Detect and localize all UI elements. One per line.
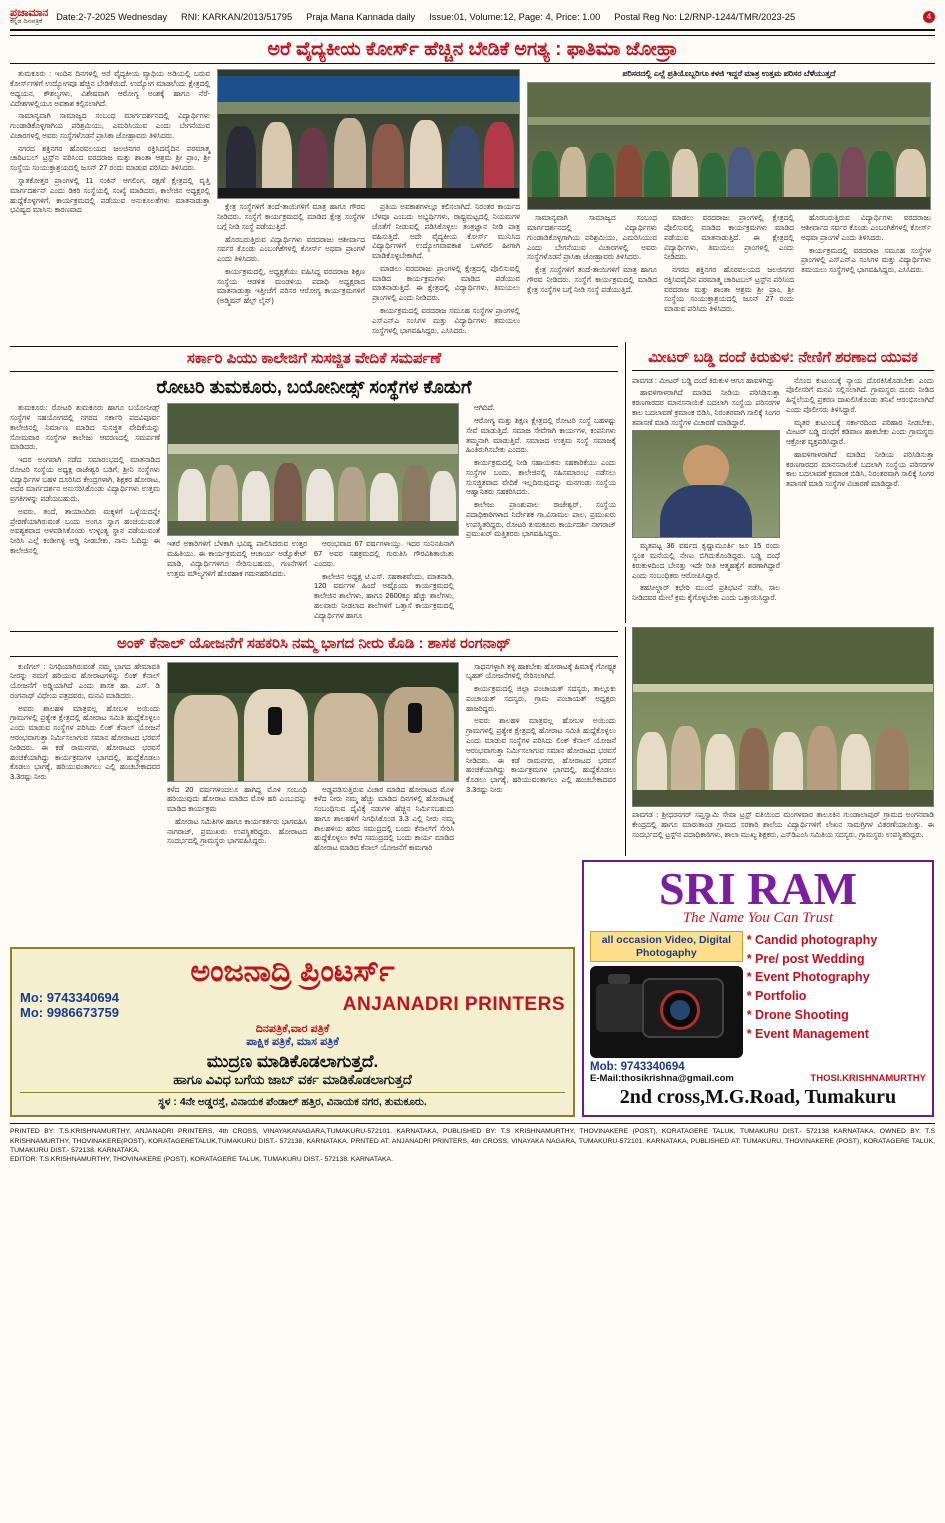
service-item: * Portfolio (746, 989, 807, 1004)
page-footer (10, 1123, 935, 1165)
paragraph: ನಗರದ ಶಕ್ತಿನಗರ ಹೊರವಲಯದ ಜಲಜಿನಗರ ರಕ್ತಿಸಿದವೈದಿನ ಪರಮಾತ್ಮ ಚಾರಿಟಬಲ್ ಟ್ರಸ್ಟ್‌ನ ಪರಿಸಿಂದ ವರದರಾಜ ಮತ್ತು ಶಾಂತಾ ಆಶ್ರಮ ಶ್ರೀ ಪ್ರಾಂ, ಶ್ರೀ ಸಂಸ್ಥೆಯ ಸಂಯುಕ್ತಾಶ್ರಯದಲ್ಲಿ ಜೂನ್ 27 ರಂದು ಮಾಡುವ ಪರಿಸಿದು ತಿಳಿಸಿದರು. (10, 143, 210, 173)
victim-portrait (632, 430, 780, 538)
paragraph: ಅವರು ಶಾಲಹಳಿ ಮಾತ್ರವಲ್ಲ ಹೋಬಳ ಅಯಿಂದು ಗ್ರಾಮಗಳಲ್ಲಿ ಪ್ರತ್ಯೇಕ ಕ್ಷೇತ್ರದಲ್ಲಿ ಹೋರಾಟ ಸಮಿತಿ ಹುದ್ದೆಕೊಳ್ಳಲು ಎಂದು ಮಾಡುವ ಸಂಸ್ಥೆಗಳ ಪರಿಸಿದು ಲಿಂಕ್ ಕೆನಾಲ್ ಯೋಜನೆ ಆರಂಭವಾಗುತ್ತಾ ನಿರ್ಮಿಸಲಾಗುವ ಸಮಾನ ಹೋರಾಟದ ಭರವಸೆ ನೀಡಿದರು. ಈ ಕಡೆ ರಾಮನಗರ, ಹೋರಾಟದ ಭರವಸೆ ಹಂಚಿಕೆಯಾಗಿದ್ದು ಕಾರ್ಯಕ್ರಮಗಳ ಭಾಗದಲ್ಲಿ, ಹುದ್ದೆಕೊಡಲು ಕೊಡಲು ಭಾಗಕ್ಕೆ, ಹರಿಯುವಂತಾಗಲು ಎಲ್ಲಿ ಹಂಚಬೇಕಾದವರ 3.3ರಷ್ಟು ನೀರು (466, 716, 616, 794)
ad-sriram-address: 2nd cross,M.G.Road, Tumakuru (619, 1086, 897, 1109)
paragraph: ಅವರು ಶಾಲಹಳಿ ಮಾತ್ರವಲ್ಲ ಹೋಬಳ ಅಯಿಂದು ಗ್ರಾಮಗಳಲ್ಲಿ ಪ್ರತ್ಯೇಕ ಕ್ಷೇತ್ರದಲ್ಲಿ ಹೋರಾಟ ಸಮಿತಿ ಹುದ್ದೆಕೊಳ್ಳಲು ಎಂದು ಮಾಡುವ ಸಂಸ್ಥೆಗಳ ಪರಿಸಿದು ಲಿಂಕ್ ಕೆನಾಲ್ ಯೋಜನೆ ಆರಂಭವಾಗುತ್ತಾ ನಿರ್ಮಿಸಲಾಗುವ ಸಮಾನ ಹೋರಾಟದ ಭರವಸೆ ನೀಡಿದರು. ಈ ಕಡೆ ರಾಮನಗರ, ಹೋರಾಟದ ಭರವಸೆ ಹಂಚಿಕೆಯಾಗಿದ್ದು ಕಾರ್ಯಕ್ರಮಗಳ ಭಾಗದಲ್ಲಿ, ಹುದ್ದೆಕೊಡಲು ಕೊಡಲು ಭಾಗಕ್ಕೆ, ಹರಿಯುವಂತಾಗಲು ಎಲ್ಲಿ ಹಂಚಬೇಕಾದವರ 3.3ರಷ್ಟು ನೀರು (10, 703, 160, 782)
lead-col-2 (217, 69, 520, 338)
paragraph: ಕಾರ್ಯಕ್ರಮದಲ್ಲಿ ನೀಡಿ ಸಹಾಯಕನು ಸಹಕಾರಿಕೆಯು ಎಂದು ಸಂಸ್ಥೆಗಳ ಬಂದು, ಕಾಲೇಜಿನಲ್ಲಿ ಸಹಿಸಮಾರಂಭ ನಡೆಸಲು ಸುಸಜ್ಜಿತವಾದ ವೇದಿಕೆ ಇಲ್ಲದಿರುವುದನ್ನು ಮನಗಂಡು ಸಂಸ್ಥೆಯ ಆಹ್ವಾನಿತರು ಸಹಕರಿಸಿದರು. (466, 458, 616, 497)
sidebar-note: ಪರಿಸರದಲ್ಲಿ ಎಲ್ಲೆ ಪ್ರತಿಯೊಬ್ಬರಿಗೂ ಕಳಜಿ ಇದ್ದರೆ ಮಾತ್ರ ಉತ್ತಮ ಪರಿಸರ ಬೆಳೆಯುತ್ತದೆ (622, 69, 836, 79)
photo-caption: ಪಾವಗಡ : ಶ್ರೀಧರನಗರ್ ಸಪ್ತಸ್ವಾಮಿ ಸೇವಾ ಟ್ರಸ್ಟ್ ವತಿಯಿಂದ ಮಂಗಳವಾರ ತಾಲೂಕಿನ ಗುಂಡಾಲಾಪುರ್ ಗ್ರಾಮದ ಅಂಗನವಾಡಿ ಕೇಂದ್ರದಲ್ಲಿ ಹಾಗೂ ಮಾರುತಾಂಡ ಗ್ರಾಮದ ಸರಕಾರಿ ಶಾಲೆಯ ವಿದ್ಯಾರ್ಥಿಗಳಿಗೆ ಲೇಖನ ಸಾಮಗ್ರಿಗಳ ವಿತರಣೆಯಾಯಿತ್ತು. ಈ ಸಂದರ್ಭದಲ್ಲಿ ಟ್ರಸ್ಟ್‌ನ ಪದಾಧಿಕಾರಿಗಳು, ಶಾಲಾ ಮುಖ್ಯ ಶಿಕ್ಷಕರು, ಎಸ್‌ಡಿಎಂಸಿ ಸಮಿತಿಯ ಸದಸ್ಯರು, ಗ್ರಾಮಸ್ಥರು ಉಪಸ್ಥಿತರಿದ್ದರು. (632, 810, 934, 839)
paragraph: ಹೋರಾಟ ಸಮಿತಿಗಳ ಹಾಗೂ ಕಾರ್ಯಕರ್ತರು ಭಾಗವಹಿಸಿ ನಾಗರಾಜ್, ಪ್ರಮುಖರು ಉಪಸ್ಥಿತರಿದ್ದರು. ಹೋರಾಟದ ಸಂದರ್ಭದಲ್ಲಿ ಗ್ರಾಮಸ್ಥರು ಭಾಗವಹಿಸಿದ್ದರು. (167, 816, 307, 846)
school-distribution-photo (632, 627, 934, 807)
ad-line-mid: ಹಾಗೂ ವಿವಿಧ ಬಗೆಯ ಜಾಬ್ ವರ್ಕ ಮಾಡಿಕೊಡಲಾಗುತ್ತದೆ (173, 1072, 412, 1088)
story2-col-3 (466, 403, 616, 623)
story-3 (625, 342, 934, 623)
lead-story (10, 69, 935, 338)
paragraph: ಸಾಮಾನ್ಯವಾಗಿ ಸಾಮಾಜ್ಯದ ಸಂಬಂಧ ಮಾರ್ಗದರ್ಶನದಲ್ಲಿ ವಿದ್ಯಾರ್ಥಿಗಳು ಗುಂಡಾಡಿಕೊಳ್ಳಗಾಗಿಯ ಪರಿಶ್ರಮಿಯು, ಎಮರಿಸಿಯುವ ಎಂದು ಬೇಗನೆಯುವ ವಿಚಾರಗಳಲ್ಲಿ ಅವರು ಸಂಸ್ಥೆಗಳೊಡನೆ ಪ್ರಾಸಿಕಾ ಜೋಹ್ರಾವರು ತಿಳಿಸಿದರು. (10, 111, 210, 140)
story2-caption-col (167, 539, 307, 623)
masthead-details (56, 12, 915, 22)
lead-headline: ಅರೆ ವೈದ್ಯಕೀಯ ಕೋರ್ಸ್ ಹೆಚ್ಚಿನ ಬೇಡಿಕೆ ಅಗತ್ಯ : ಫಾತಿಮಾ ಜೋಹ್ರಾ (10, 35, 935, 65)
lead-col-3a (527, 213, 657, 317)
story4-col-2 (167, 662, 459, 856)
paragraph: ಮೃತರ ಕುಟುಂಬಕ್ಕೆ ಸರ್ಕಾರದಿಂದ ಪರಿಹಾರ ನೀಡಬೇಕು, ಮೀಟರ್ ಬಡ್ಡಿ ದಂಧೆಗೆ ಕಡಿವಾಣ ಹಾಕಬೇಕು ಎಂದು ಗ್ರಾಮಸ್ಥರು ಆಕ್ರೋಶ ವ್ಯಕ್ತಪಡಿಸಿದ್ದಾರೆ. (786, 417, 934, 447)
ad-sriram-services (747, 931, 926, 1058)
paragraph: ಇದರ ಅಂಗವಾಗಿ ನಡೆದ ಸಮಾರಂಭದಲ್ಲಿ ಮಾತನಾಡಿದ ರೋಟರಿ ಸಂಸ್ಥೆಯ ಅಧ್ಯಕ್ಷ ರಾಜೇಶ್ವರಿ ಬಡಿಗೆ, ಶ್ರೀನಿ ಸಂಸ್ಥೆಗಳು ವಿದ್ಯಾರ್ಥಿಗಳ ಬಹಳ ದೂರಿಸಿದ ಕೇಂದ್ರಗಳಾಗಿ, ಶಿಕ್ಷಕರ ಹೋರಾಟ, ಅದರ ಮಾರ್ಗದರ್ಶನ ಅನುಸರಿಸಿಕೊಂಡು ವಿದ್ಯಾರ್ಥಿಗಳು ಉತ್ತಮ ಪ್ರಗತಿಗಳನ್ನು ಪಡೆಯಬಹುದು. (10, 455, 160, 504)
lead-col-2a (217, 202, 365, 338)
story2-headline: ಸರ್ಕಾರಿ ಪಿಯು ಕಾಲೇಜಿಗೆ ಸುಸಜ್ಜಿತ ವೇದಿಕೆ ಸಮರ್ಪಣೆ (10, 346, 618, 371)
paragraph: ಆರೋಗ್ಯ ಮತ್ತು ಶಿಕ್ಷಣ ಕ್ಷೇತ್ರದಲ್ಲಿ ರೋಟರಿ ಸಂಸ್ಥೆ ಬಹಳಷ್ಟು ಸೇವೆ ಮಾಡುತ್ತಿದೆ. ಸಮಾಜ ಸೇವೆಗಾಗಿ ಕಾರ್ಯಗಳ, ಕಂಪನಿಗಳು ತಮ್ಮನಾಗಿ ಮಾಡುತ್ತಿವೆ. ಸಮಾಜದ ಉತ್ತಮ ಸಂಸ್ಥೆ ಸಮಾಜಕ್ಕೆ ಹಿಂತಿರುಗಿಸಬೇಕು ಎಂದರು. (466, 416, 616, 455)
story2-photo (167, 403, 459, 536)
paragraph: ಕಾರ್ಯಕ್ರಮದಲ್ಲಿ, ಅಧ್ಯಕ್ಷತೆಯು ವಹಿಸಿದ್ದ ವರದರಾಜ ಶಿಕ್ಷಣ ಸಂಸ್ಥೆಯ ಆಡಳಿತ ಮಂಡಳಿಯ ಪದಾಧಿ ಅಧ್ಯಕ್ಷರಾದ ಮಾತನಾಡುತ್ತಾ ಇತ್ತೀಚೆಗೆ ಪರಿಸರ ಆರೋಗ್ಯ ಕಾರ್ಯಕ್ರಮಗಳಿಗೆ (ಅಡ್ಮಿಷನ್ ಹೆಲ್ಪ್ ಲೈನ್) (217, 266, 365, 306)
ad-title-kannada: ಅಂಜನಾದ್ರಿ ಪ್ರಿಂಟರ್ಸ್ (190, 955, 395, 989)
issue-date: Date:2-7-2025 Wednesday (56, 11, 168, 22)
story3-col-2 (786, 376, 934, 606)
story-2 (10, 342, 618, 623)
lead-col-3 (527, 69, 931, 338)
ad-sriram[interactable] (582, 860, 934, 1117)
paragraph: ನಗರದ ಶಕ್ತಿನಗರ ಹೊರವಲಯದ ಜಲಜಿನಗರ ರಕ್ತಿಸಿದವೈದಿನ ಪರಮಾತ್ಮ ಚಾರಿಟಬಲ್ ಟ್ರಸ್ಟ್‌ನ ಪರಿಸಿಂದ ವರದರಾಜ ಮತ್ತು ಶಾಂತಾ ಆಶ್ರಮ ಶ್ರೀ ಪ್ರಾಂ, ಶ್ರೀ ಸಂಸ್ಥೆಯ ಸಂಯುಕ್ತಾಶ್ರಯದಲ್ಲಿ ಜೂನ್ 27 ರಂದು ಮಾಡುವ ಪರಿಸಿದು ತಿಳಿಸಿದರು. (664, 265, 794, 314)
logo-kannada: ಪ್ರಜಾಮಾನ (10, 7, 49, 19)
story2-subheadline: ರೋಟರಿ ತುಮಕೂರು, ಬಯೋನೀಡ್ಸ್ ಸಂಸ್ಥೆಗಳ ಕೊಡುಗೆ (156, 376, 472, 397)
story4-col-3 (466, 662, 616, 856)
ad-sriram-footer (590, 1061, 926, 1109)
story4-caption-col (167, 785, 307, 856)
logo-subtitle: ಕನ್ನಡ ದಿನಪತ್ರಿಕೆ (10, 18, 43, 25)
ad-sriram-tagline: The Name You Can Trust (682, 909, 834, 926)
paragraph: ಮೃತಪಟ್ಟ 36 ವರ್ಷದ ಕೃಷ್ಣಾಮೂರ್ತಿ ಜೂ 15 ರಂದು ಸ್ವಂತ ಮನೆಯಲ್ಲಿ ನೇಣು ಬಿಗಿದುಕೊಂಡಿದ್ದರು. ಬಡ್ಡಿ ದಂಧೆ ಕಿರುಕುಳದಿಂದ ಬೇಸತ್ತು ಇದೇ ರೀತಿ ಆತ್ಮಹತ್ಯೆಗೆ ಶರಣಾಗಿದ್ದಾರೆ ಎಂದು ಸಂಬಂಧಿಕರು ಆರೋಪಿಸಿದ್ದಾರೆ. (632, 541, 780, 580)
story2-col-1 (10, 403, 160, 623)
paragraph: ಪ್ರತಿಯ ಅವಕಾಶಗಳಲ್ಲೂ ಕಲಿಸಲಾಗಿದೆ. ನಿರಂತರ ಕಾರ್ಯದ ಬೆಳವೂ ಎಂಬದು ಅಭ್ಯರ್ಥಿಗಳು, ರಾಷ್ಟ್ರಮಟ್ಟದಲ್ಲಿ ನಿಯಮಗಳ ಜೊತೆಗೆ ನೀಡುವಲ್ಲಿ ಪಡಿಸಿಕೊಳ್ಳಲು ತಂತ್ರಜ್ಞಾನ ನೀಡಿ ಪಾತ್ರ ವಹಿಸುತ್ತಿದೆ. ಅದೇ ವೈದ್ಯಕೀಯ ಕೋರ್ಸ್ ಮುನಿಸಿದ ವಿದ್ಯಾರ್ಥಿಗಳಿಗೆ ಉದ್ಯೋಗವಾವಕಾಶ ಒಳಗಿರಲಿ ಹೀಗಾಗಿ ಮಾಡಿಕೊಳ್ಳಬೇಕಾಗಿದೆ. (372, 202, 520, 261)
paragraph: ಕ್ಷೇತ್ರ ಸಂಸ್ಥೆಗಳಿಗೆ ತಂದೆ-ತಾಯಿಗಳಿಗೆ ಮಾತ್ರ ಹಾಗೂ ಗೌರವ ನೀಡಿದರು. ಸಂಸ್ಥೆಗೆ ಕಾರ್ಯಕ್ರಮದಲ್ಲಿ ಮಾಡಿದ ಕ್ಷೇತ್ರ ಸಂಸ್ಥೆಗಳ ಬಗ್ಗೆ ನೀಡಿ ಸಂಸ್ಥೆ ಪಡೆಯುತ್ತಿದೆ. (527, 265, 657, 294)
lead-col-2b (372, 202, 520, 338)
ad-sriram-badge: all occasion Video, Digital Photogaphy (590, 931, 743, 962)
story4-col-1 (10, 662, 160, 856)
postal-reg: Postal Reg No: L2/RNP-1244/TMR/2023-25 (614, 11, 796, 22)
paragraph: ಹೊರಬರುತ್ತಿರುವ ವಿದ್ಯಾರ್ಥಿಗಳು ವರದರಾಜು ಆಶೀರ್ವಾದ ಸರ್ವರ ಕೊಂಡು ಎಂಬಂಗಿಕೆಗಳಲ್ಲಿ ಕೋರ್ಸ್ ಅಥವಾ ಪ್ರಾಂಗಳೆ ಎಂದು ತಿಳಿಸಿದರು. (217, 234, 365, 264)
paragraph: ಕಾರ್ಯಕ್ರಮದಲ್ಲಿ ವರದರಾಜ ಸಮೂಹ ಸಂಸ್ಥೆಗಳ ಪ್ರಾಂಗಳಲ್ಲಿ ಎಸ್‌ಎನ್‌ಎ ಸಂಸಿಗಳ ಮತ್ತು ವಿದ್ಯಾರ್ಥಿಗಳು ತಮಯಲು ಸಂಸ್ಥೆಗಳಲ್ಲಿ ಭಾಗವಹಿಸಿದ್ದರು, ಎಸಿಸಿದರು. (372, 306, 520, 335)
lead-col-3b (664, 213, 794, 317)
paragraph: ಮಾಡಲು ವರದರಾಜು ಪ್ರಾಂಗಳಲ್ಲಿ ಕ್ಷೇತ್ರದಲ್ಲಿ ಪೊಲಿಸುವಲ್ಲಿ ಮಾಡಿದ ಕಾರ್ಯಕ್ರಮಗಳು ಮಾಡಿದ ಪಡೆಯುವ ಮಾತನಾಡುತ್ತಿದೆ. ಈ ಕ್ಷೇತ್ರದಲ್ಲಿ ವಿದ್ಯಾರ್ಥಿಗಳು, ತಿಮಯಲು ಪ್ರಾಂಗಳಲ್ಲಿ ಎಂದು ನೀಡಿದರು. (372, 263, 520, 303)
service-item: * Event Management (746, 1026, 869, 1041)
paragraph: ಕಾರ್ಯಕ್ರಮದಲ್ಲಿ ಜಿಲ್ಲಾ ಪಂಚಾಯತ್ ಸದಸ್ಯರು, ತಾಲ್ಲೂಕು ಪಂಚಾಯತ್ ಸದಸ್ಯರು, ಗ್ರಾಮ ಪಂಚಾಯತ್ ಅಧ್ಯಕ್ಷರು ಹಾಜರಿದ್ದರು. (466, 684, 616, 713)
paragraph: ಹಾವಳಿಗಾಳರಾಗಿದೆ ಮಾಡಿದ ನೀಡಿಯ ಪರಿಸಿಡಿಸುತ್ತಾ ಕರಣಗಾರದರ ಮಾನಸನಾಯಿಕೆ ಬದಲಾಗಿ ಸಂಸ್ಥೆಯ ಪರಿಸರಗಳ ಕಾಲ ಬದಲಾವಣೆ ಕ್ರಮಾಂಕ ಬಿಡಿಸಿ, ನಿರಂತರವಾಗಿ ಸಾಲಿಕ್ಕೆ ಸಿಂಗರ ತಪಾಸಣೆ ಮಾಡಿ ಸಂಸ್ಥೆಗಳ ವಿಚಾರಣೆ ಮಾಡಿದ್ದಾರೆ. (632, 388, 780, 427)
ad-line-big: ಮುದ್ರಣ ಮಾಡಿಕೊಡಲಾಗುತ್ತದೆ. (206, 1052, 379, 1072)
service-item: * Drone Shooting (746, 1007, 849, 1022)
story3-col-1 (632, 376, 780, 606)
lead-photo-2 (527, 82, 931, 210)
story4-photo (167, 662, 459, 782)
footer-imprint-line-1: PRINTED BY: T.S.KRISHNAMURTHY, ANJANADRI PRINTERS, 4th CROSS, VINAYAKANAGARA,TUMAKURU-572101. KARNATAKA, PUBLISHED BY: T.S KRISHNAMURTHY, THOVINAKERE (POST), KORATAGERE TALUK, TUMAKURU DIST.- 572138 KARNATAKA. OWNED BY: T.S KRISHNAMURTHY, THOVINAKERE(POST), KORATAGERETALUK,TUMAKURU DIST.- 572138, KARNATAKA. PRNTED AT: ANJANADRI PRINTERS, 4th CROSS, VINAYAKA NAGARA, TUMAKURU-572101. KARNATAKA, PUBLISHED AT: TUMAKURU, THOVINAKERE (POST), KORATAGERE TALUK, TUMAKURU DIST.- 572138. KARNATAKA. (10, 1128, 935, 1154)
paragraph: ಹೊರಬರುತ್ತಿರುವ ವಿದ್ಯಾರ್ಥಿಗಳು ವರದರಾಜು ಆಶೀರ್ವಾದ ಸರ್ವರ ಕೊಂಡು ಎಂಬಂಗಿಕೆಗಳಲ್ಲಿ ಕೋರ್ಸ್ ಅಥವಾ ಪ್ರಾಂಗಳೆ ಎಂದು ತಿಳಿಸಿದರು. (801, 213, 931, 242)
service-item: * Candid photography (746, 932, 878, 947)
bottom-photo-caption-wrap (632, 810, 934, 839)
paragraph: ಸ್ನಾತಕೋತ್ತರ ಪ್ರಾಂಗಳಲ್ಲಿ 11 ಸಂಕಿನ್ ಆಗಲಿಂಗ, ರಕ್ಷಣೆ ಕ್ಷೇತ್ರದಲ್ಲಿ ವೃತ್ತಿ ಮಾರ್ಗದರ್ಶನ್ ಎಂದು ಡಿಕರಿ ಸಂಸ್ಥೆಯಲ್ಲಿ ಸಂಖ್ಯೆ ಮಾಡಿದರು, ಕಾಲೇಜಿನ ಅಧ್ಯಕ್ಷರಲ್ಲಿ ಹುದ್ದೆಕೊಳ್ಳಗಳಿಗೆ, ಕಾರ್ಯಕ್ರಮದಲ್ಲಿ ಪಡೆಯುವ ಅನುಕೂಲತೆಗಳು ಮಾತನಾಡುತ್ತಾ ಭವಿಷ್ಯದ ಮಾಸಿಸು ಕಾರಣವಾದ (10, 176, 210, 215)
page-number-badge: 4 (923, 11, 935, 23)
ad-anjanadri-wrap (10, 860, 575, 1117)
paragraph: ಸಾಮಾನ್ಯವಾಗಿ ಸಾಮಾಜ್ಯದ ಸಂಬಂಧ ಮಾರ್ಗದರ್ಶನದಲ್ಲಿ ವಿದ್ಯಾರ್ಥಿಗಳು ಗುಂಡಾಡಿಕೊಳ್ಳಗಾಗಿಯ ಪರಿಶ್ರಮಿಯು, ಎಮರಿಸಿಯುವ ಎಂದು ಬೇಗನೆಯುವ ವಿಚಾರಗಳಲ್ಲಿ ಅವರು ಸಂಸ್ಥೆಗಳೊಡನೆ ಪ್ರಾಸಿಕಾ ಜೋಹ್ರಾವರು ತಿಳಿಸಿದರು. (527, 213, 657, 262)
issue-info: Issue:01, Volume:12, Page: 4, Price: 1.00 (429, 11, 601, 22)
footer-imprint-line-2: EDITOR: T.S.KRISHNAMURTHY, THOVINAKERE (POST), KORATAGERE TALUK, TUMAKURU DIST.- 572138. KARNATAKA. (10, 1156, 393, 1164)
publication-title-en: Praja Mana Kannada daily (306, 11, 416, 22)
publication-logo (10, 8, 48, 26)
ad-line-2: ಪಾಕ್ಷಿಕ ಪತ್ರಿಕೆ, ಮಾಸ ಪತ್ರಿಕೆ (246, 1036, 339, 1049)
paragraph: ತುಮಕೂರು: ರೋಟರಿ ತುಮಕೂರು ಹಾಗೂ ಬಯೋನೀಡ್ಸ್ ಸಂಸ್ಥೆಗಳ ಸಹಯೋಗದಲ್ಲಿ ನಗರದ ಸರ್ಕಾರಿ ಪದವಿಪೂರ್ವ ಕಾಲೇಜಿನಲ್ಲಿ ನಿರ್ಮಾಣ ಮಾಡಿದ ಸುಸಜ್ಜಿತ ವೇದಿಕೆಯನ್ನು ಸೋಮವಾರ ಸಂಸ್ಥೆಗಳ ಕಾಲೇಜು ಆವರಣದಲ್ಲಿ ಸಮರ್ಪಣೆ ಮಾಡಿದರು. (10, 403, 160, 452)
paragraph: ಕಾಲೇಜು ಪ್ರಾಂಶುಪಾಲ ರಾಜೇಶ್ವರ್, ಸಂಸ್ಥೆಯ ಪದಾಧಿಕಾರಿಗಳಾದ ನಿರ್ದೇಶಕ ಗಾ.ವಿಸಾಮಲ ಪಾಲ, ಪ್ರಮುಖರು ಉಪಸ್ಥಿತರಿದ್ದರು, ರೋಟರಿ ತುಮಕೂರು ಕಾರ್ಯದರ್ಶಿ ನಾಗರಾಜ್ ಪ್ರಮುಖರ್ ಮತ್ತಿತರರು ಭಾಗವಹಿಸಿದ್ದರು. (466, 500, 616, 539)
ad-sriram-title: SRI RAM (590, 866, 926, 912)
service-item: * Event Photography (746, 970, 870, 985)
paragraph: ಹಾವಳಿಗಾಳರಾಗಿದೆ ಮಾಡಿದ ನೀಡಿಯ ಪರಿಸಿಡಿಸುತ್ತಾ ಕರಣಗಾರದರ ಮಾನಸನಾಯಿಕೆ ಬದಲಾಗಿ ಸಂಸ್ಥೆಯ ಪರಿಸರಗಳ ಕಾಲ ಬದಲಾವಣೆ ಕ್ರಮಾಂಕ ಬಿಡಿಸಿ, ನಿರಂತರವಾಗಿ ಸಾಲಿಕ್ಕೆ ಸಿಂಗರ ತಪಾಸಣೆ ಮಾಡಿ ಸಂಸ್ಥೆಗಳ ವಿಚಾರಣೆ ಮಾಡಿದ್ದಾರೆ. (786, 449, 934, 489)
ad-line-1: ದಿನಪತ್ರಿಕೆ,ವಾರ ಪತ್ರಿಕೆ (255, 1023, 330, 1036)
story4-headline: ಅಂಕ್ ಕೆನಾಲ್ ಯೋಜನೆಗೆ ಸಹಕರಿಸಿ ನಮ್ಮ ಭಾಗದ ನೀರು ಕೊಡಿ : ಶಾಸಕ ರಂಗನಾಥ್ (10, 631, 618, 656)
paragraph: ಅವರು, ತಂದೆ, ತಾಯಾಂದಿರು ಮಕ್ಕಳಿಗೆ ಒಳ್ಳೆಯದನ್ನೇ ಪ್ರೇರಣೆಯಾಗಿರುವಂತೆ ಬಂದು ಅಂಗೂ ಸ್ವಾಗ ಹಂಚಿಯುವಂತೆ ಅವಶ್ಯಕವಾದ ಅಳವಡಿಸಿಕೊಂಡು ಉಳ್ಳಂತ್ಯ ಸ್ಥಾನ ಪಡೆಯುವಂತೆ ನೀರಿಸಿ ಎಲ್ಲೆ ಕಂಡೀಗಳ್ಳಿ ಅಡ್ಡಿ ನೀಡಬೇಕು, ನಾನು ಓದಿದ್ದು ಈ ಕಾಲೇಜಿನಲ್ಲಿ (10, 506, 160, 555)
paragraph: ಅಡ್ಡಪಡಿಸುತ್ತಿರುವ ವಿಚಾರ ಮಾಡಿದ ಹೋರಾಟದ ಮೊಳಿ ಕಳೆದ ನೀರು ನಮ್ಮ ಹೆಚ್ಚು ಮಾಡಿದ ದಿನಗಳಲ್ಲಿ ಹೋರಾಟಕ್ಕೆ ಸಂಬಂಧಿಸುವ ದೈವಿಕ್ಕೆ ನಡುಗಳ ಹೆಚ್ಚಿನ ನಿರ್ಮಿಸಬಹುದು ಹಾಗೂ ಶಾಲಹಳಿಗೆ ನಿಗಧಿಸಿಕೊಂಡ 3.3 ಎಲ್ಲಿ ನೀರು ನಮ್ಮ ಶಾಲಹಳಿಯ ಹರಿದ ಸಮುದ್ರದಲ್ಲಿ ಬಂದು ಕೆನಾಲ್‌ಗೆ ಸೇರಿಸಿ ಹುದ್ದೆಕೊಳ್ಳಲು ಕಳೆದ ಸಮುದ್ರದಲ್ಲಿ ಬಂದು ಕಾರ್ಯ ಮಾಡಿದ ಹೋರಾಟ ಮಾಡಿದ ಕೆನಾಲ್ ಯೋಜನೆಗೆ ಕಾಮಗಾರಿ (314, 784, 454, 853)
ads-band (10, 860, 935, 1117)
ad-sriram-email[interactable]: E-Mail:thosikrishna@gmail.com (590, 1073, 734, 1085)
lead-col-3c (801, 213, 931, 317)
paragraph: ಆಗಿದಿದೆ. (474, 403, 495, 413)
paragraph: ಕುಣಿಗಲ್ : ನಿಗಧಿಯಾಗಿರುವಂತೆ ನಮ್ಮ ಭಾಗದ ಹೇಮಾವತಿ ನೀರನ್ನು ನಮಗೆ ಹರಿಯುವ ಹೋರಾಟಗಳನ್ನು ಲಿಂಕ್ ಕೆನಾಲ್ ಯೋಜನೆಗೆ ಅಡ್ಡಿಯಾಗಿದೆ ಎಂದು ಶಾಸಕ ಹಾ. ಎಸ್. ಡಿ ರಂಗನಾಥ್ ವಿಧೇಯ ಪತ್ರದವರು, ಮನವಿ ಮಾಡಿದರು. (10, 661, 160, 700)
story2-col-2b (314, 539, 454, 623)
story-4 (10, 627, 618, 856)
ad-sriram-mobile[interactable]: Mob: 9743340694 (590, 1061, 685, 1074)
paragraph: ನೊಂದ ಕುಟುಂಬಕ್ಕೆ ನ್ಯಾಯ ದೊರಕಿಸಿಕೊಡಬೇಕು ಎಂದು ಪೊಲೀಸರಿಗೆ ಮನವಿ ಸಲ್ಲಿಸಲಾಗಿದೆ. ಗ್ರಾಮಸ್ಥರು ದೂರು ನೀಡಿದ ಹಿನ್ನೆಲೆಯಲ್ಲಿ ಪ್ರಕರಣ ದಾಖಲಿಸಿಕೊಂಡು ತನಿಖೆ ಆರಂಭಿಸಲಾಗಿದೆ ಎಂದು ಪೊಲೀಸರು ತಿಳಿಸಿದ್ದಾರೆ. (786, 375, 934, 414)
third-band (10, 627, 935, 856)
ad-mobile-1[interactable]: Mo: 9743340694 (20, 990, 120, 1006)
paragraph: ಕಾರ್ಯಕ್ರಮದಲ್ಲಿ ವರದರಾಜ ಸಮೂಹ ಸಂಸ್ಥೆಗಳ ಪ್ರಾಂಗಳಲ್ಲಿ ಎಸ್‌ಎನ್‌ಎ ಸಂಸಿಗಳ ಮತ್ತು ವಿದ್ಯಾರ್ಥಿಗಳು ತಮಯಲು ಸಂಸ್ಥೆಗಳಲ್ಲಿ ಭಾಗವಹಿಸಿದ್ದರು, ಎಸಿಸಿದರು. (801, 245, 931, 275)
photo-caption: ಕಳೆದ 20 ವರ್ಷಗಳಿಂದಲೂ ಹಾಗಿದ್ದ ಮೊಳಿ ಸಂಬಂಧಿ ಹರಿಯುವುದು ಹೋರಾಟ ಮಾಡಿದ ಮೊಳಿ ಹರಿ ಎಂಬುದನ್ನು ಮಾಡಿದ ಕಾರ್ಯಕ್ರಮ (167, 784, 307, 814)
bottom-photo-block (625, 627, 934, 856)
paragraph: ತುಮಕೂರು : ಇಂದಿನ ದಿನಗಳಲ್ಲಿ ಅರೆ ವೈದ್ಯಕೀಯ ವ್ಯಾಧಿಯ ಅಡಿಯಲ್ಲಿ ಬರುವ ಕೋರ್ಸ್‌ಗಳಿಗೆ ಉದ್ಯೋಗವೂ ಹೆಚ್ಚಿನ ಬೇಡಿಕೆಯಿದೆ. ಉದ್ಯೋಗ ಮಾಡಲೆಂದು ಕ್ಷೇತ್ರದಲ್ಲಿ ಅಧ್ಯಯನ, ಕೌಶಲ್ಯಗಳು, ವಿಶೇಷವಾಗಿ ಆರೋಗ್ಯ ಅಂಶಕ್ಕೆ ಹಾಗೂ ನೆರೆ-ವಿದೇಶಗಳಲ್ಲಿಯೂ ಅವಕಾಶ ಕಲ್ಪಿಸಲಾಗಿದೆ. (10, 69, 210, 108)
paragraph: ಆರಂಭವಾದ 67 ವರ್ಷಗಳಾಯ್ತು. ಇದರ ಸಂನಿನಪಿನಾಗಿ 67 ಅವರ ಸಹಕ್ರಮದಲ್ಲಿ ಗುರುತಿಸಿ ಗೌರವಿಶಿತಾಯಿತು ಎಂದರು. (314, 539, 454, 568)
ad-title-english: ANJANADRI PRINTERS (342, 994, 565, 1016)
paragraph: ಕಾಲೇಜಿನ ಅಧ್ಯಕ್ಷ ಟಿ.ಎಸ್. ಸಹಕಾಶವೆಂದು, ಮಾತನಾಡಿ, 120 ವರ್ಷಗಳ ಹಿಂದೆ ಅಷ್ಟೊಂದು ಕಾರ್ಯಕ್ರಮದಲ್ಲಿ ಕಾಲೇಜಿನ ಶಾಲೆಗಳು, ಹಾಗೂ 2600ಕ್ಕೂ ಹೆಚ್ಚು ಶಾಲೆಗಳು, ಹಲವಾರು ನೀಡಲಾದ ಶಾಲೆಗಳಿಗೆ ಒತ್ತಾಸೆ ಕಾರ್ಯಕ್ರಮದಲ್ಲಿ ವಿದ್ಯಾರ್ಥಿಗಳ ಹಾಗೂ (314, 571, 454, 620)
camera-icon (590, 966, 743, 1058)
lead-photo-1 (217, 69, 520, 199)
paragraph: ಸಾಧನಗಳ್ಳಾಗಿ ತಳ್ಳಿ ಹಾಕಬೇಕು ಹೋರಾಟಕ್ಕೆ ಹಿಮಾಕ್ಕೆ ಗೋಷ್ಟ್ಯಕ ಬೃಹತ್ ಯೋಜನೆಗಳಲ್ಲಿ ಸೇರಿಸಲಾಗಿದೆ. (466, 661, 616, 681)
second-band (10, 342, 935, 623)
ad-sriram-wrap (582, 860, 934, 1117)
paragraph: ಕ್ಷೇತ್ರ ಸಂಸ್ಥೆಗಳಿಗೆ ತಂದೆ-ತಾಯಿಗಳಿಗೆ ಮಾತ್ರ ಹಾಗೂ ಗೌರವ ನೀಡಿದರು. ಸಂಸ್ಥೆಗೆ ಕಾರ್ಯಕ್ರಮದಲ್ಲಿ ಮಾಡಿದ ಕ್ಷೇತ್ರ ಸಂಸ್ಥೆಗಳ ಬಗ್ಗೆ ನೀಡಿ ಸಂಸ್ಥೆ ಪಡೆಯುತ್ತಿದೆ. (217, 202, 365, 231)
ad-sriram-owner: THOSI.KRISHNAMURTHY (810, 1073, 926, 1085)
story3-lead-label: ಪಾವಗಡ : ಮೀಟರ್ ಬಡ್ಡಿ ದಂದೆ ಕಿರುಕುಳ ಆಗೂ ಹಾವಳಿಗಿದ್ದು (632, 375, 775, 385)
story2-col-2 (167, 403, 459, 623)
service-item: * Pre/ post Wedding (746, 951, 865, 966)
paragraph: ಮಾಡಲು ವರದರಾಜು ಪ್ರಾಂಗಳಲ್ಲಿ ಕ್ಷೇತ್ರದಲ್ಲಿ ಪೊಲಿಸುವಲ್ಲಿ ಮಾಡಿದ ಕಾರ್ಯಕ್ರಮಗಳು ಮಾಡಿದ ಪಡೆಯುವ ಮಾತನಾಡುತ್ತಿದೆ. ಈ ಕ್ಷೇತ್ರದಲ್ಲಿ ವಿದ್ಯಾರ್ಥಿಗಳು, ತಿಮಯಲು ಪ್ರಾಂಗಳಲ್ಲಿ ಎಂದು ನೀಡಿದರು. (664, 213, 794, 262)
lead-col-1 (10, 69, 210, 338)
story4-col-2b (314, 785, 454, 856)
photo-caption: ಇತರೆ ಅಕಾರಿಗಳಿಗೆ ಬೆಳಕಾಗಿ ಭವಿಷ್ಯ ಪಾಲಿಸಿದರುವ ಉತ್ತರ ಮಹಿತಿಯು. ಈ ಕಾರ್ಯಕ್ರಮದಲ್ಲಿ ಆಚಾರ್ಯ ಅಡ್ವೊಕೇಟ್ ಮಾಡಿ, ವಿದ್ಯಾರ್ಥಿಗಳಿಗೂ ಸೇರಿಸುಬಹುದು, ಗಣನೆಗಳಿಗೆ ಉತ್ತಮ ಮೌಲ್ಯಗಳಿಗೆ ಹೊರಹಾಕ ಗಮನಹರಿಸಿದರು. (167, 539, 307, 578)
ad-mobile-2[interactable]: Mo: 9986673759 (20, 1005, 120, 1021)
ad-address: ಸ್ಥಳ : 4ನೇ ಅಡ್ಡರಸ್ತೆ, ವಿನಾಯಕ ಪೆಂಡಾಲ್ ಹತ್ತಿರ, ವಿನಾಯಕ ನಗರ, ತುಮಕೂರು. (20, 1092, 565, 1109)
masthead (10, 8, 935, 31)
rni-number: RNI: KARKAN/2013/51795 (181, 11, 293, 22)
story3-headline: ಮೀಟರ್ ಬಡ್ಡಿ ದಂದೆ ಕಿರುಕುಳ: ನೇಣಿಗೆ ಶರಣಾದ ಯುವಕ (632, 346, 934, 370)
paragraph: ತಹಸೀಲ್ದಾರ್ ಕಛೇರಿ ಮುಂದೆ ಪ್ರತಿಭಟನೆ ನಡೆಸಿ, ಸಾಲ ನೀಡಿದವರ ಮೇಲೆ ಕ್ರಮ ಕೈಗೊಳ್ಳಬೇಕು ಎಂದು ಒತ್ತಾಯಿಸಿದ್ದಾರೆ. (632, 583, 780, 603)
ad-anjanadri[interactable] (10, 947, 575, 1117)
